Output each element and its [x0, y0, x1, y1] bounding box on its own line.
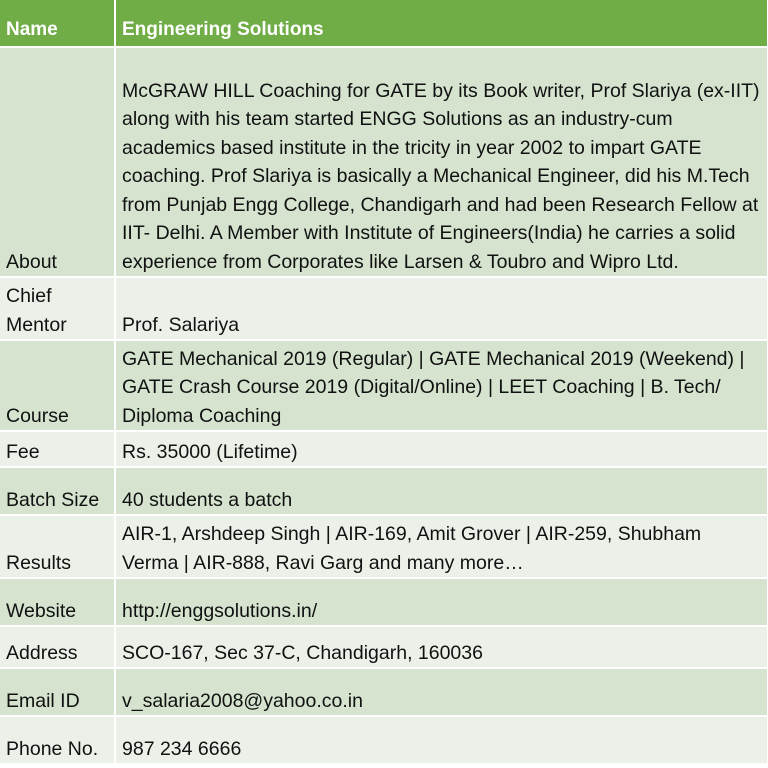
row-value: SCO-167, Sec 37-C, Chandigarh, 160036	[115, 626, 768, 668]
row-value: GATE Mechanical 2019 (Regular) | GATE Mechanical 2019 (Weekend) | GATE Crash Course 2019 (Digital/Online) | LEET Coaching | B. Tech/ Diploma Coaching	[115, 340, 768, 431]
row-value: AIR-1, Arshdeep Singh | AIR-169, Amit Grover | AIR-259, Shubham Verma | AIR-888, Ravi Garg and many more…	[115, 515, 768, 578]
row-label: Fee	[0, 431, 115, 467]
row-label: Results	[0, 515, 115, 578]
row-label: Website	[0, 578, 115, 626]
row-label: Address	[0, 626, 115, 668]
table-row	[0, 578, 768, 626]
row-label: Course	[0, 340, 115, 431]
row-label: Batch Size	[0, 467, 115, 515]
row-value[interactable]: http://enggsolutions.in/	[115, 578, 768, 626]
row-value: Rs. 35000 (Lifetime)	[115, 431, 768, 467]
header-name: Name	[0, 0, 115, 47]
row-label: About	[0, 47, 115, 277]
table-row	[0, 626, 768, 668]
table-row	[0, 716, 768, 764]
header-institute-name: Engineering Solutions	[115, 0, 768, 47]
row-value: McGRAW HILL Coaching for GATE by its Book writer, Prof Slariya (ex-IIT) along with his team started ENGG Solutions as an industry-cum academics based institute in the tricity in year 2002 to impart GATE coaching. Prof Slariya is basically a Mechanical Engineer, did his M.Tech from Punjab Engg College, Chandigarh and had been Research Fellow at IIT- Delhi. A Member with Institute of Engineers(India) he carries a solid experience from Corporates like Larsen & Toubro and Wipro Ltd.	[115, 47, 768, 277]
row-value[interactable]: v_salaria2008@yahoo.co.in	[115, 668, 768, 716]
table-row	[0, 47, 768, 277]
row-value: 987 234 6666	[115, 716, 768, 764]
table-row	[0, 277, 768, 340]
row-value: 40 students a batch	[115, 467, 768, 515]
header-row	[0, 0, 768, 47]
row-value: Prof. Salariya	[115, 277, 768, 340]
table-row	[0, 668, 768, 716]
row-label: Chief Mentor	[0, 277, 115, 340]
table-row	[0, 467, 768, 515]
table-row	[0, 340, 768, 431]
table-row	[0, 515, 768, 578]
row-label: Email ID	[0, 668, 115, 716]
table-row	[0, 431, 768, 467]
row-label: Phone No.	[0, 716, 115, 764]
